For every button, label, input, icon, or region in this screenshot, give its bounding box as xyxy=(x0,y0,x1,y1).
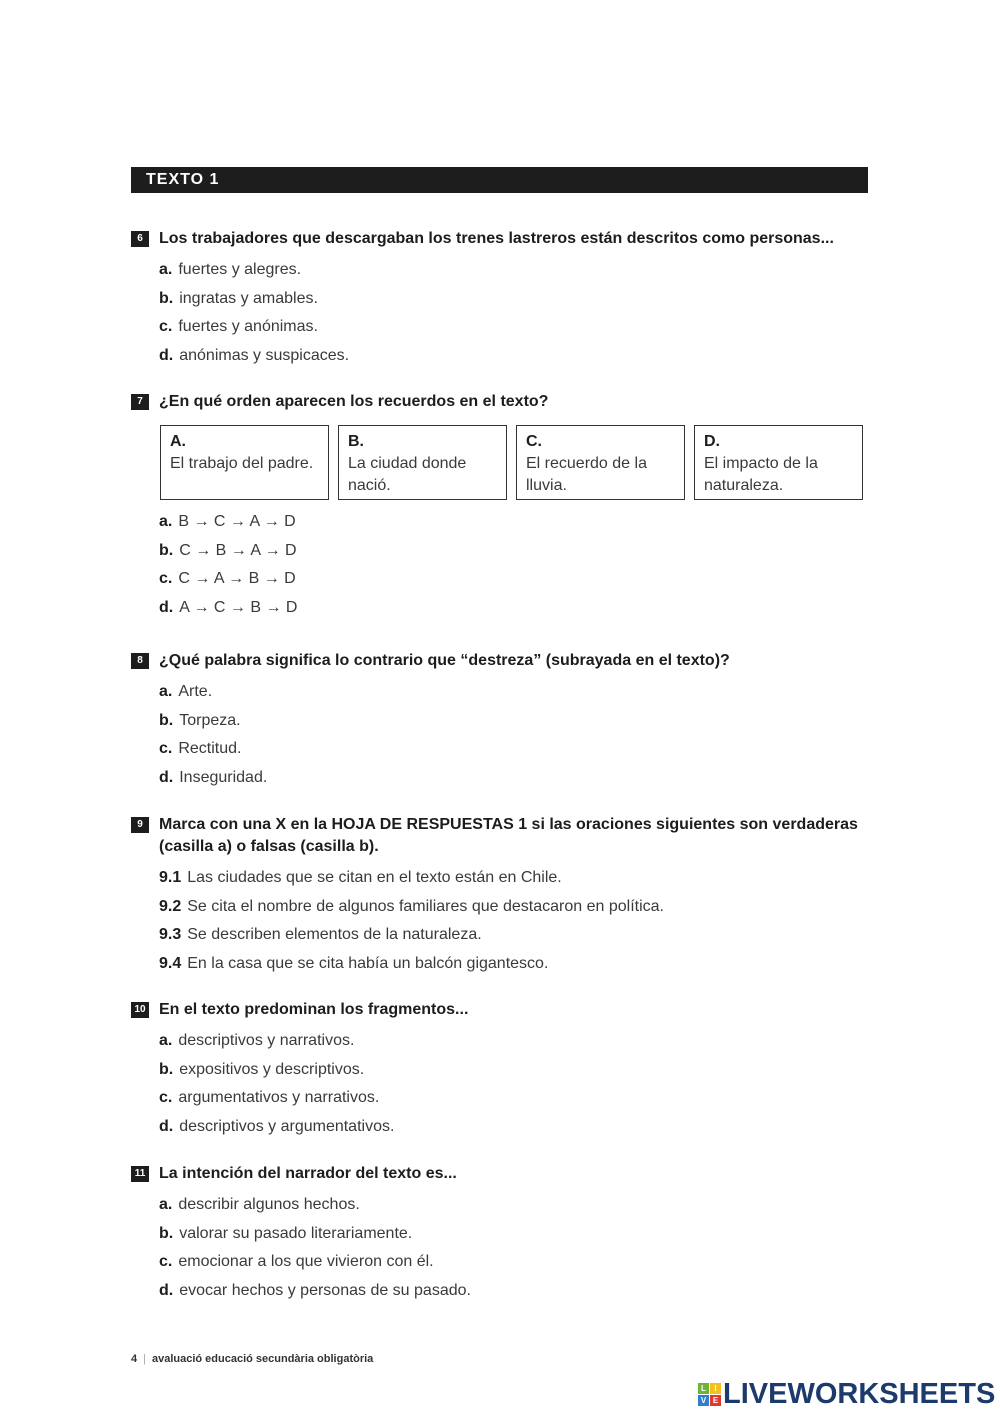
question-text: 8 ¿Qué palabra significa lo contrario que “destreza” (subrayada en el texto)? xyxy=(131,650,871,672)
answer-option[interactable]: 9.4 En la casa que se cita había un balcón gigantesco. xyxy=(159,954,549,972)
memory-box: B. La ciudad donde nació. xyxy=(338,425,507,500)
answer-option[interactable]: d. evocar hechos y personas de su pasado. xyxy=(159,1281,471,1299)
question-9 xyxy=(131,814,871,978)
question-number: 7 xyxy=(131,394,149,410)
answer-option[interactable]: b. expositivos y descriptivos. xyxy=(159,1060,365,1078)
memory-box: D. El impacto de la naturaleza. xyxy=(694,425,863,500)
question-number: 8 xyxy=(131,653,149,669)
question-text: 6 Los trabajadores que descargaban los trenes lastreros están descritos como personas... xyxy=(131,228,871,250)
section-header xyxy=(131,167,868,193)
answer-option[interactable]: c. emocionar a los que vivieron con él. xyxy=(159,1253,434,1270)
question-8 xyxy=(131,650,871,792)
question-number: 9 xyxy=(131,817,149,833)
memory-boxes xyxy=(160,425,871,500)
logo-text: LIVEWORKSHEETS xyxy=(723,1378,996,1410)
answer-option[interactable]: 9.3 Se describen elementos de la naturaleza. xyxy=(159,926,482,943)
footer: 4 | avaluació educació secundària obligatòria xyxy=(131,1353,374,1365)
answer-option[interactable]: d. anónimas y suspicaces. xyxy=(159,346,350,364)
answer-option[interactable]: c. fuertes y anónimas. xyxy=(159,318,318,335)
liveworksheets-logo xyxy=(698,1378,995,1411)
answer-option[interactable]: d. Inseguridad. xyxy=(159,768,268,786)
question-text: 9 Marca con una X en la HOJA DE RESPUESTAS 1 si las oraciones siguientes son verdaderas (casilla a) o falsas (casilla b). xyxy=(131,814,871,858)
question-text: 7 ¿En qué orden aparecen los recuerdos en el texto? xyxy=(131,391,871,413)
question-number: 10 xyxy=(131,1002,149,1018)
answer-option[interactable]: b. valorar su pasado literariamente. xyxy=(159,1224,413,1242)
answer-option[interactable]: c. Rectitud. xyxy=(159,740,242,757)
question-11 xyxy=(131,1163,871,1305)
answer-option[interactable]: a. B → C → A → D xyxy=(159,513,296,530)
logo-tiles: L I V E xyxy=(698,1383,721,1406)
answer-option[interactable]: 9.1 Las ciudades que se citan en el texto están en Chile. xyxy=(159,869,562,886)
memory-box: C. El recuerdo de la lluvia. xyxy=(516,425,685,500)
answer-option[interactable]: b. ingratas y amables. xyxy=(159,289,318,307)
answer-option[interactable]: a. Arte. xyxy=(159,683,213,700)
page-number: 4 xyxy=(131,1353,138,1365)
answer-option[interactable]: c. argumentativos y narrativos. xyxy=(159,1089,380,1106)
answer-option[interactable]: a. describir algunos hechos. xyxy=(159,1196,360,1213)
question-number: 11 xyxy=(131,1166,149,1182)
answer-option[interactable]: 9.2 Se cita el nombre de algunos familiares que destacaron en política. xyxy=(159,897,664,915)
question-10 xyxy=(131,999,871,1141)
question-text: 11 La intención del narrador del texto es... xyxy=(131,1163,871,1185)
answer-option[interactable]: a. descriptivos y narrativos. xyxy=(159,1032,355,1049)
question-text: 10 En el texto predominan los fragmentos... xyxy=(131,999,871,1021)
answer-option[interactable]: b. C → B → A → D xyxy=(159,541,297,559)
section-title: TEXTO 1 xyxy=(146,171,220,188)
answer-option[interactable]: d. descriptivos y argumentativos. xyxy=(159,1117,395,1135)
memory-box: A. El trabajo del padre. xyxy=(160,425,329,500)
question-number: 6 xyxy=(131,231,149,247)
answer-option[interactable]: c. C → A → B → D xyxy=(159,570,296,587)
answer-option[interactable]: d. A → C → B → D xyxy=(159,598,298,616)
question-6 xyxy=(131,228,871,370)
question-7 xyxy=(131,391,871,622)
footer-text: avaluació educació secundària obligatòria xyxy=(151,1353,374,1365)
answer-option[interactable]: a. fuertes y alegres. xyxy=(159,261,302,278)
answer-option[interactable]: b. Torpeza. xyxy=(159,711,241,729)
